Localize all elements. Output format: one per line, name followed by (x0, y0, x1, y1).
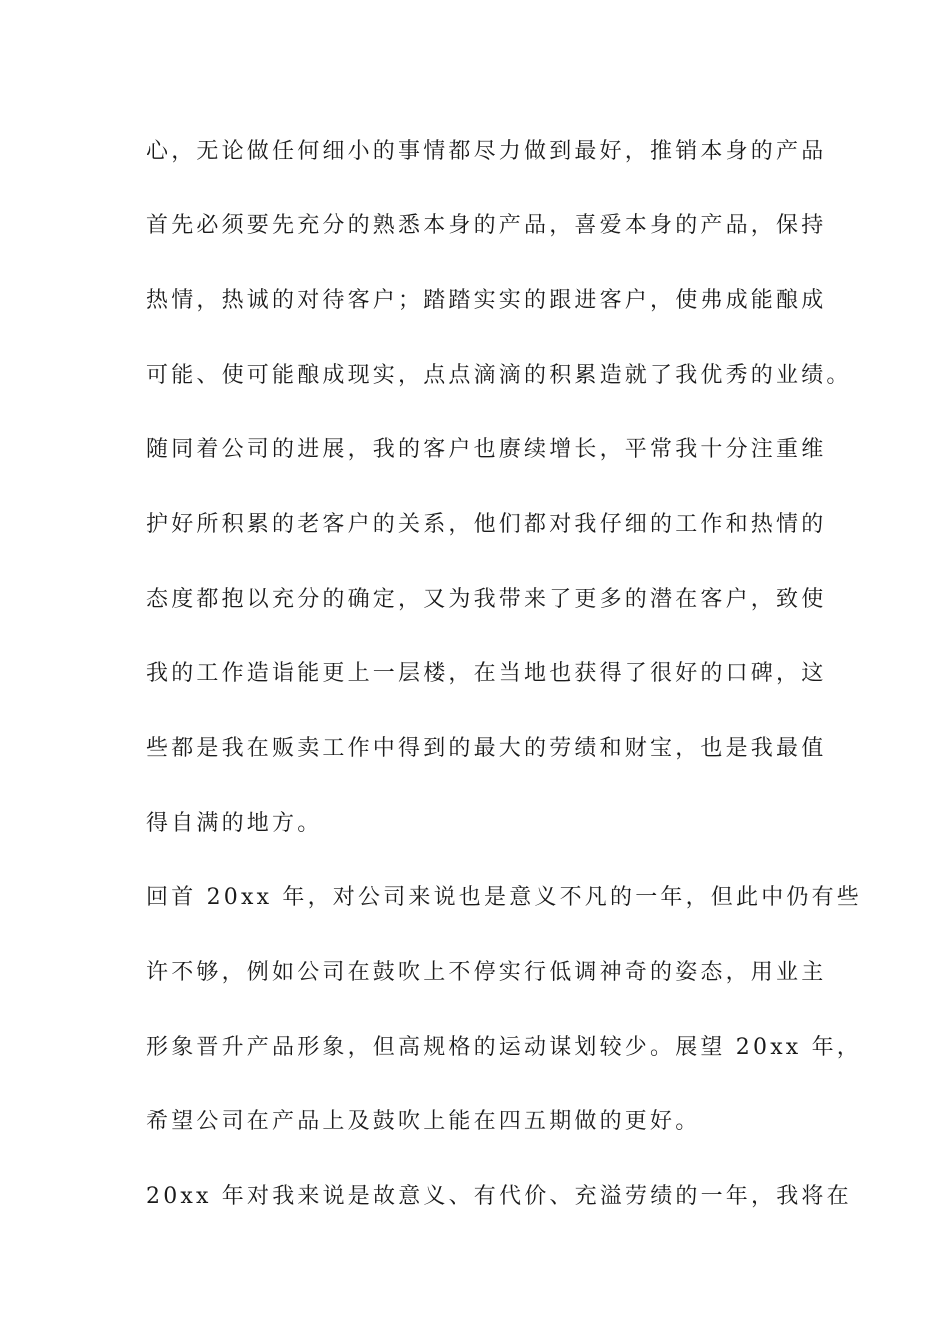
text-line: 形象晋升产品形象，但高规格的运动谋划较少。展望 20xx 年， (146, 1035, 862, 1060)
text-line: 我的工作造诣能更上一层楼，在当地也获得了很好的口碑，这 (146, 661, 827, 686)
text-line: 随同着公司的进展，我的客户也赓续增长，平常我十分注重维 (146, 437, 827, 462)
text-line: 些都是我在贩卖工作中得到的最大的劳绩和财宝，也是我最值 (146, 736, 827, 761)
text-line: 可能、使可能酿成现实，点点滴滴的积累造就了我优秀的业绩。 (146, 363, 852, 388)
text-line: 20xx 年对我来说是故意义、有代价、充溢劳绩的一年，我将在 (146, 1184, 852, 1209)
text-line: 心，无论做任何细小的事情都尽力做到最好，推销本身的产品 (146, 139, 827, 164)
text-line: 护好所积累的老客户的关系，他们都对我仔细的工作和热情的 (146, 512, 827, 537)
text-line: 首先必须要先充分的熟悉本身的产品，喜爱本身的产品，保持 (146, 213, 827, 238)
text-line: 得自满的地方。 (146, 811, 323, 836)
text-line: 希望公司在产品上及鼓吹上能在四五期做的更好。 (146, 1109, 701, 1134)
text-line: 许不够，例如公司在鼓吹上不停实行低调神奇的姿态，用业主 (146, 960, 827, 985)
text-line: 热情，热诚的对待客户；踏踏实实的跟进客户，使弗成能酿成 (146, 288, 827, 313)
text-line: 回首 20xx 年，对公司来说也是意义不凡的一年，但此中仍有些 (146, 885, 862, 910)
text-line: 态度都抱以充分的确定，又为我带来了更多的潜在客户，致使 (146, 587, 827, 612)
